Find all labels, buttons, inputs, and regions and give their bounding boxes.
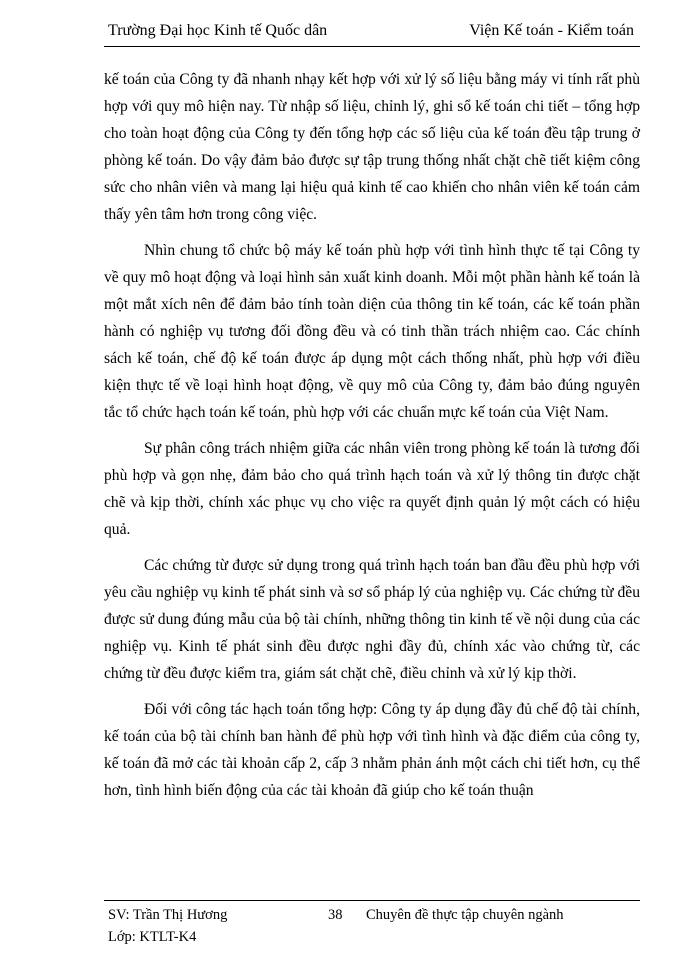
- page-header: [104, 20, 640, 47]
- document-body: [104, 66, 640, 813]
- paragraph-3: Sự phân công trách nhiệm giữa các nhân viên trong phòng kế toán là tương đối phù hợp và gọn nhẹ, đảm bảo cho quá trình hạch toán và xử lý thông tin được chặt chẽ và kịp thời, chính xác phục vụ cho việc ra quyết định quản lý một cách có hiệu quả.: [104, 440, 640, 538]
- footer-document-title: Chuyên đề thực tập chuyên ngành: [366, 907, 564, 923]
- footer-student: SV: Trần Thị Hương: [108, 907, 228, 923]
- paragraph-4: Các chứng từ được sử dụng trong quá trình hạch toán ban đầu đều phù hợp với yêu cầu nghiệp vụ kinh tế phát sinh và sơ sổ pháp lý của nghiệp vụ. Các chứng từ đều được sử dung đúng mẫu của bộ tài chính, những thông tin kinh tế về nội dung của các nghiệp vụ. Kinh tế phát sinh đều được nghi đầy đủ, chính xác vào chứng từ, các chứng từ đều được kiểm tra, giám sát chặt chẽ, điều chỉnh và xử lý kịp thời.: [104, 557, 640, 682]
- page-number: 38: [328, 907, 343, 923]
- paragraph-5: Đối với công tác hạch toán tổng hợp: Công ty áp dụng đầy đủ chế độ tài chính, kế toán của bộ tài chính ban hành để phù hợp với tình hình và đặc điểm của công ty, kế toán đã mở các tài khoản cấp 2, cấp 3 nhằm phản ánh một cách chi tiết hơn, cụ thể hơn, tình hình biến động của các tài khoản đã giúp cho kế toán thuận: [104, 701, 640, 799]
- page-footer: [104, 900, 640, 945]
- paragraph-2: Nhìn chung tổ chức bộ máy kế toán phù hợp với tình hình thực tế tại Công ty về quy mô hoạt động và loại hình sản xuất kinh doanh. Mỗi một phần hành kế toán là một mắt xích nên để đảm bảo tính toàn diện của thông tin kế toán, các kế toán phần hành có nghiệp vụ tương đối đồng đều và có tinh thần trách nhiệm cao. Các chính sách kế toán, chế độ kế toán được áp dụng một cách thống nhất, phù hợp với điều kiện thực tế về loại hình hoạt động, về quy mô của Công ty, đảm bảo đúng nguyên tắc tổ chức hạch toán kế toán, phù hợp với các chuẩn mực kế toán của Việt Nam.: [104, 242, 640, 421]
- footer-class: Lớp: KTLT-K4: [108, 929, 197, 945]
- paragraph-1: kế toán của Công ty đã nhanh nhạy kết hợp với xử lý số liệu bằng máy vi tính rất phù hợp với quy mô hiện nay. Từ nhập số liệu, chỉnh lý, ghi sổ kế toán chi tiết – tổng hợp cho toàn hoạt động của Công ty đến tổng hợp các số liệu của kế toán đều tập trung ở phòng kế toán. Do vậy đảm bảo được sự tập trung thống nhất chặt chẽ tiết kiệm công sức cho nhân viên và mang lại hiệu quả kinh tế cao khiến cho nhân viên kế toán cảm thấy yên tâm hơn trong công việc.: [104, 71, 640, 223]
- header-university: Trường Đại học Kinh tế Quốc dân: [108, 22, 328, 39]
- header-institute: Viện Kế toán - Kiểm toán: [469, 22, 634, 39]
